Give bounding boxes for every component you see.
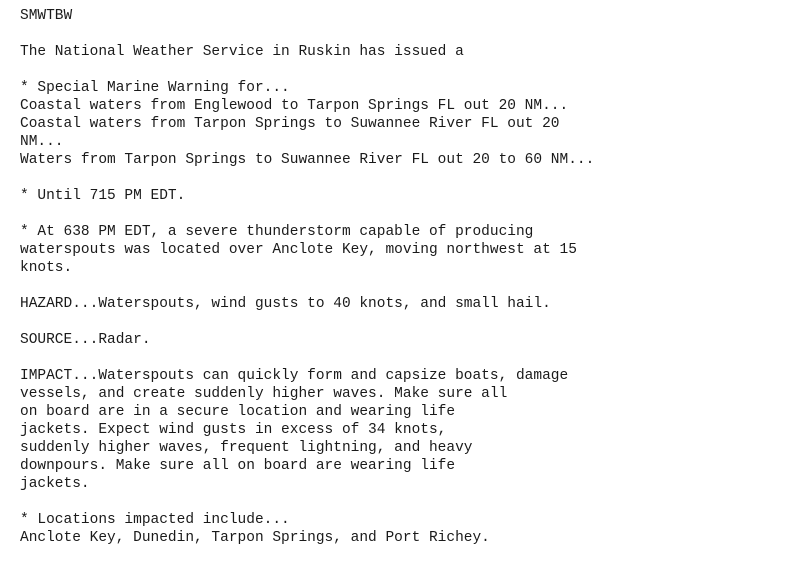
- blank-line: [20, 169, 790, 187]
- blank-line: [20, 205, 790, 223]
- impact-line: on board are in a secure location and wearing life: [20, 404, 456, 420]
- impact-line: vessels, and create suddenly higher waves. Make sure all: [20, 386, 508, 402]
- blank-line: [20, 349, 790, 367]
- impact-line: jackets.: [20, 476, 90, 492]
- impact-line: downpours. Make sure all on board are wearing life: [20, 458, 456, 474]
- situation-line: * At 638 PM EDT, a severe thunderstorm capable of producing: [20, 224, 534, 240]
- warning-area-line: Coastal waters from Tarpon Springs to Suwannee River FL out 20: [20, 116, 560, 132]
- warning-area-line: NM...: [20, 134, 64, 150]
- blank-line: [20, 493, 790, 511]
- impact-line: suddenly higher waves, frequent lightning, and heavy: [20, 440, 473, 456]
- bulletin-text: [20, 7, 790, 547]
- hazard-line: HAZARD...Waterspouts, wind gusts to 40 knots, and small hail.: [20, 296, 551, 312]
- situation-line: waterspouts was located over Anclote Key, moving northwest at 15: [20, 242, 577, 258]
- blank-line: [20, 61, 790, 79]
- warning-area-line: Waters from Tarpon Springs to Suwannee River FL out 20 to 60 NM...: [20, 152, 595, 168]
- intro-line: The National Weather Service in Ruskin has issued a: [20, 44, 464, 60]
- until-line: * Until 715 PM EDT.: [20, 188, 186, 204]
- locations-header: * Locations impacted include...: [20, 512, 290, 528]
- blank-line: [20, 313, 790, 331]
- warning-header: * Special Marine Warning for...: [20, 80, 290, 96]
- warning-area-line: Coastal waters from Englewood to Tarpon Springs FL out 20 NM...: [20, 98, 569, 114]
- situation-line: knots.: [20, 260, 73, 276]
- blank-line: [20, 25, 790, 43]
- blank-line: [20, 277, 790, 295]
- impact-line: jackets. Expect wind gusts in excess of 34 knots,: [20, 422, 447, 438]
- source-line: SOURCE...Radar.: [20, 332, 151, 348]
- impact-line: IMPACT...Waterspouts can quickly form and capsize boats, damage: [20, 368, 569, 384]
- product-code: SMWTBW: [20, 8, 73, 24]
- locations-list: Anclote Key, Dunedin, Tarpon Springs, and Port Richey.: [20, 530, 490, 546]
